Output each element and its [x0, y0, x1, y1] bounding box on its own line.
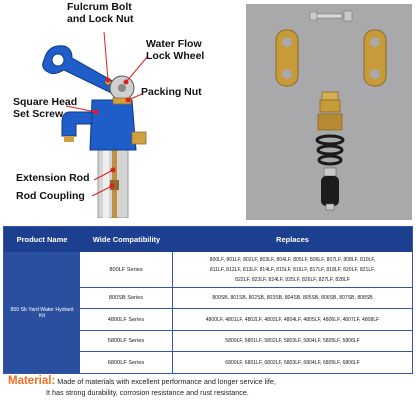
series-cell: 4800LF Series [80, 309, 173, 330]
o-ring-3 [319, 156, 341, 164]
brass-link-left [276, 30, 298, 86]
callout-dot-flow [124, 80, 128, 84]
callout-dot-fulcrum [106, 78, 110, 82]
callout-dot-extension [111, 168, 115, 172]
parts-illustration [246, 4, 412, 220]
replaces-line: 822LF, 823LF, 824LF, 825LF, 826LF, 827LF, 828LF [235, 276, 350, 283]
brass-link-right [364, 30, 386, 86]
callout-line-fulcrum [104, 32, 108, 80]
replaces-line: 811LF, 812LF, 813LF, 814LF, 815LF, 816LF, 817LF, 818LF, 820LF, 821LF, [209, 266, 376, 273]
header-replaces: Replaces [173, 227, 412, 252]
extension-rod [112, 140, 117, 218]
o-ring-2 [318, 146, 342, 154]
material-label: Material: [8, 375, 56, 387]
hydrant-body [90, 100, 136, 150]
callout-dot-packing [126, 98, 130, 102]
valve-head [318, 92, 342, 130]
series-cell: 800LF Series [80, 252, 173, 287]
callout-dot-coupling [110, 184, 114, 188]
lock-nut [344, 11, 352, 21]
lock-wheel-hub [118, 84, 126, 92]
handle-grip-hole [52, 54, 64, 66]
replaces-cell [173, 252, 412, 287]
plunger [321, 168, 339, 210]
header-wide-compatibility: Wide Compatibility [80, 227, 173, 252]
callout-packing-nut: Packing Nut [141, 86, 202, 98]
callout-fulcrum: Fulcrum Bolt and Lock Nut [67, 1, 134, 25]
hydrant-diagram [0, 0, 242, 218]
standpipe-highlight [103, 150, 109, 218]
product-name-cell: 850 Sb Yard Water Hydrant Kit [4, 252, 80, 373]
spout-thread [64, 136, 74, 142]
material-text-2: It has strong durability, corrosion resistance and rust resistance. [46, 387, 249, 397]
series-cell: 5800LF Series [80, 331, 173, 351]
replaces-line: 5800LF, 5801LF, 5802LF, 5803LF, 5804LF, 5805LF, 5806LF [225, 338, 360, 344]
replaces-line: 4800LF, 4801LF, 4802LF, 4803LF, 4804LF, 4805LF, 4806LF, 4807LF, 4808LF [205, 316, 380, 323]
callout-rod-coupling: Rod Coupling [16, 190, 85, 202]
series-cell: 800SB Series [80, 288, 173, 308]
callout-line-flow [126, 56, 148, 82]
bolt-head [310, 12, 317, 20]
material-line-2 [8, 388, 408, 399]
header-product-name: Product Name [4, 227, 80, 252]
callout-square-head: Square Head Set Screw [13, 96, 78, 120]
compatibility-table [3, 226, 413, 374]
callout-dot-square [94, 110, 98, 114]
material-line-1 [8, 376, 408, 388]
replaces-line: 6800LF, 6801LF, 6802LF, 6803LF, 6804LF, 6805LF, 6806LF [225, 359, 360, 366]
callout-extension-rod: Extension Rod [16, 172, 90, 184]
o-ring-1 [317, 136, 343, 144]
replaces-cell [173, 309, 412, 330]
replaces-line: 800SB, 801SB, 802SB, 803SB, 804SB, 805SB, 806SB, 807SB, 808SB [212, 295, 373, 301]
callout-water-flow: Water Flow Lock Wheel [146, 38, 205, 62]
material-text-1: Made of materials with excellent performance and longer service life, [55, 377, 276, 386]
replaces-cell [173, 331, 412, 351]
replaces-cell [173, 288, 412, 308]
bolt [316, 14, 342, 18]
series-cell: 6800LF Series [80, 352, 173, 373]
replaces-line: 800LF, 801LF, 802LF, 803LF, 804LF, 805LF, 806LF, 807LF, 808LF, 810LF, [209, 256, 376, 263]
material-description [8, 376, 408, 398]
replaces-cell [173, 352, 412, 373]
parts-panel [246, 4, 412, 220]
hose-fitting [132, 132, 146, 144]
